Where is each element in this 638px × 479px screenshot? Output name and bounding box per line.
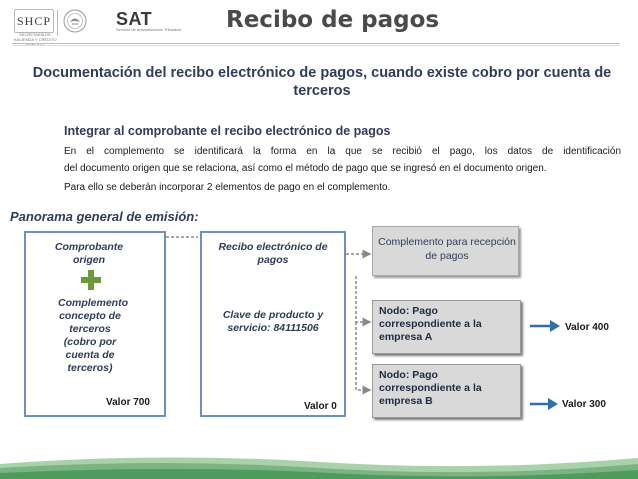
paragraph-line-2: del documento origen que se relaciona, así como el método de pago que se ingresó en el documento origen. [64,163,547,174]
complemento-to-nodo-a-arrow [356,276,370,322]
shcp-logo-subtitle: SECRETARÍA DE HACIENDA Y CRÉDITO [13,32,57,42]
complemento-terceros-label: Complemento concepto de terceros (cobro por cuenta de terceros) [58,297,129,374]
comprobante-origen-title: Comprobante origen [54,241,124,266]
empresa-b-value: Valor 300 [562,399,606,410]
complemento-recepcion-label: Complemento para recepción de pagos [378,236,516,262]
recibo-pagos-value: Valor 0 [304,401,337,412]
nodo-empresa-b-label: Nodo: Pago correspondiente a la empresa B [379,369,482,407]
section-paragraph-2: Para ello se deberán incorporar 2 elementos de pago en el complemento. [64,182,391,193]
complemento-to-nodo-b-arrow [356,322,370,390]
footer-wave-band [0,446,638,479]
sat-logo-subtitle: Servicio de Administración Tributaria [116,27,181,32]
section-heading: Integrar al comprobante el recibo electrónico de pagos [64,124,391,138]
sat-logo: SAT [116,9,153,29]
nodo-empresa-a-label: Nodo: Pago correspondiente a la empresa A [379,305,482,343]
paragraph-line-1: En el complemento se identificará la forma en la que se recibió el pago, los datos de identificación [64,146,621,157]
recibo-pagos-title: Recibo electrónico de pagos [218,241,328,266]
empresa-a-value: Valor 400 [565,322,609,333]
page-title: Recibo de pagos [226,7,440,33]
slide-subtitle: Documentación del recibo electrónico de pagos, cuando existe cobro por cuenta de terceros [32,65,612,99]
arrow-to-valor-400-icon [530,320,560,332]
shcp-logo-text: SHCP [16,13,52,28]
clave-producto-label: Clave de producto y servicio: 84111506 [222,309,324,334]
arrow-to-valor-300-icon [530,398,558,410]
comprobante-origen-value: Valor 700 [106,397,150,408]
panorama-heading: Panorama general de emisión: [10,209,199,224]
